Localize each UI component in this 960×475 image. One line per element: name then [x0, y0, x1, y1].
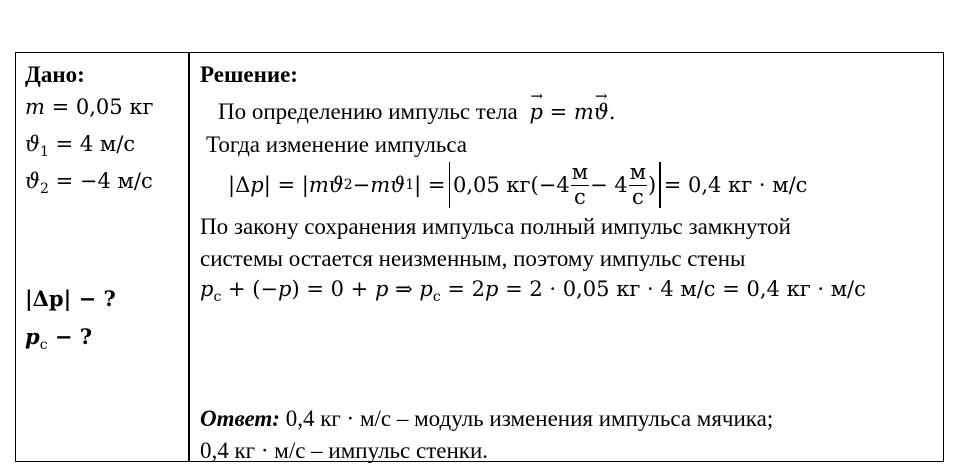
velocity-vector: → ϑ	[594, 102, 609, 123]
given-velocity-1	[25, 134, 135, 159]
answer-line-1	[200, 407, 773, 430]
eq2-p4: p	[419, 277, 433, 301]
eq2-arrow: ⇒	[388, 277, 420, 301]
question-mark: − ?	[47, 324, 93, 349]
fraction-numerator: м	[629, 160, 647, 184]
mass-symbol: m	[573, 100, 594, 124]
eq-p: p	[250, 172, 264, 197]
fraction-denominator: с	[574, 185, 586, 209]
equals-sign: =	[542, 100, 574, 124]
eq-inner-1: 0,05 кг(−4	[453, 172, 570, 197]
velocity-2-value: = −4 м/с	[55, 169, 153, 193]
definition-line	[218, 100, 616, 123]
wall-momentum-equation	[200, 279, 866, 304]
eq2-p: p	[200, 277, 214, 301]
abs-bar-left	[449, 162, 451, 208]
eq-sub-2: 2	[343, 177, 353, 193]
momentum-symbol: p	[25, 324, 40, 349]
eq-mid-2: | =	[414, 172, 446, 197]
eq-m2: m	[370, 172, 391, 197]
definition-text: По определению импульс тела	[218, 99, 518, 124]
abs-bar-right	[659, 162, 661, 208]
eq-inner-2: − 4	[590, 172, 628, 197]
eq-result: = 0,4 кг · м/с	[663, 172, 808, 197]
eq-mid-1: | = |	[263, 172, 309, 197]
fraction-m-per-s	[571, 162, 589, 208]
mass-value: = 0,05 кг	[51, 95, 154, 119]
solution-header: Решение:	[200, 62, 298, 87]
definition-formula	[530, 100, 616, 124]
eq-abs-open: |Δ	[228, 172, 251, 197]
eq2-p3: p	[374, 277, 389, 301]
mass-symbol: m	[25, 95, 45, 119]
eq2-sub-c: с	[213, 289, 222, 306]
given-velocity-2	[25, 171, 153, 196]
velocity-1-value: = 4 м/с	[55, 132, 136, 156]
change-intro-line: Тогда изменение импульса	[206, 132, 468, 157]
given-header: Дано:	[25, 62, 85, 87]
momentum-subscript: c	[39, 337, 48, 354]
answer-label: Ответ:	[200, 406, 280, 431]
eq-v1: ϑ	[390, 172, 406, 197]
given-mass	[25, 97, 153, 118]
answer-text-1: 0,4 кг · м/с – модуль изменения импульса мячика;	[279, 406, 774, 431]
velocity-symbol: ϑ	[25, 169, 41, 193]
eq2-a: + (−	[221, 277, 279, 301]
delta-p-equation	[228, 158, 807, 212]
eq2-sub-c2: с	[432, 289, 441, 306]
eq-minus: −	[352, 172, 371, 197]
fraction-denominator: с	[631, 185, 644, 209]
eq2-c-eq: = 2	[440, 277, 485, 301]
law-line-2: системы остается неизменным, поэтому импульс стены	[200, 246, 746, 271]
velocity-subscript: 2	[40, 181, 49, 198]
fraction-numerator: м	[571, 160, 589, 184]
eq2-p5: p	[484, 277, 499, 301]
eq-m1: m	[308, 172, 329, 197]
momentum-vector: → p	[530, 102, 543, 123]
eq-sub-1: 1	[405, 177, 415, 193]
eq-v2: ϑ	[328, 172, 344, 197]
find-delta-p: |Δp| − ?	[25, 286, 116, 311]
eq-inner-3: )	[648, 172, 657, 197]
column-divider	[188, 52, 190, 462]
find-wall-momentum	[25, 326, 92, 352]
fraction-m-per-s	[629, 162, 647, 208]
velocity-symbol: ϑ	[25, 132, 41, 156]
velocity-subscript: 1	[40, 144, 49, 161]
law-line-1: По закону сохранения импульса полный импульс замкнутой	[200, 214, 791, 239]
eq2-p2: p	[278, 277, 292, 301]
eq2-b: ) = 0 +	[291, 277, 375, 301]
answer-line-2: 0,4 кг · м/с – импульс стенки.	[200, 438, 489, 463]
period: .	[608, 100, 616, 124]
eq2-d: = 2 · 0,05 кг · 4 м/с = 0,4 кг · м/с	[498, 277, 866, 301]
